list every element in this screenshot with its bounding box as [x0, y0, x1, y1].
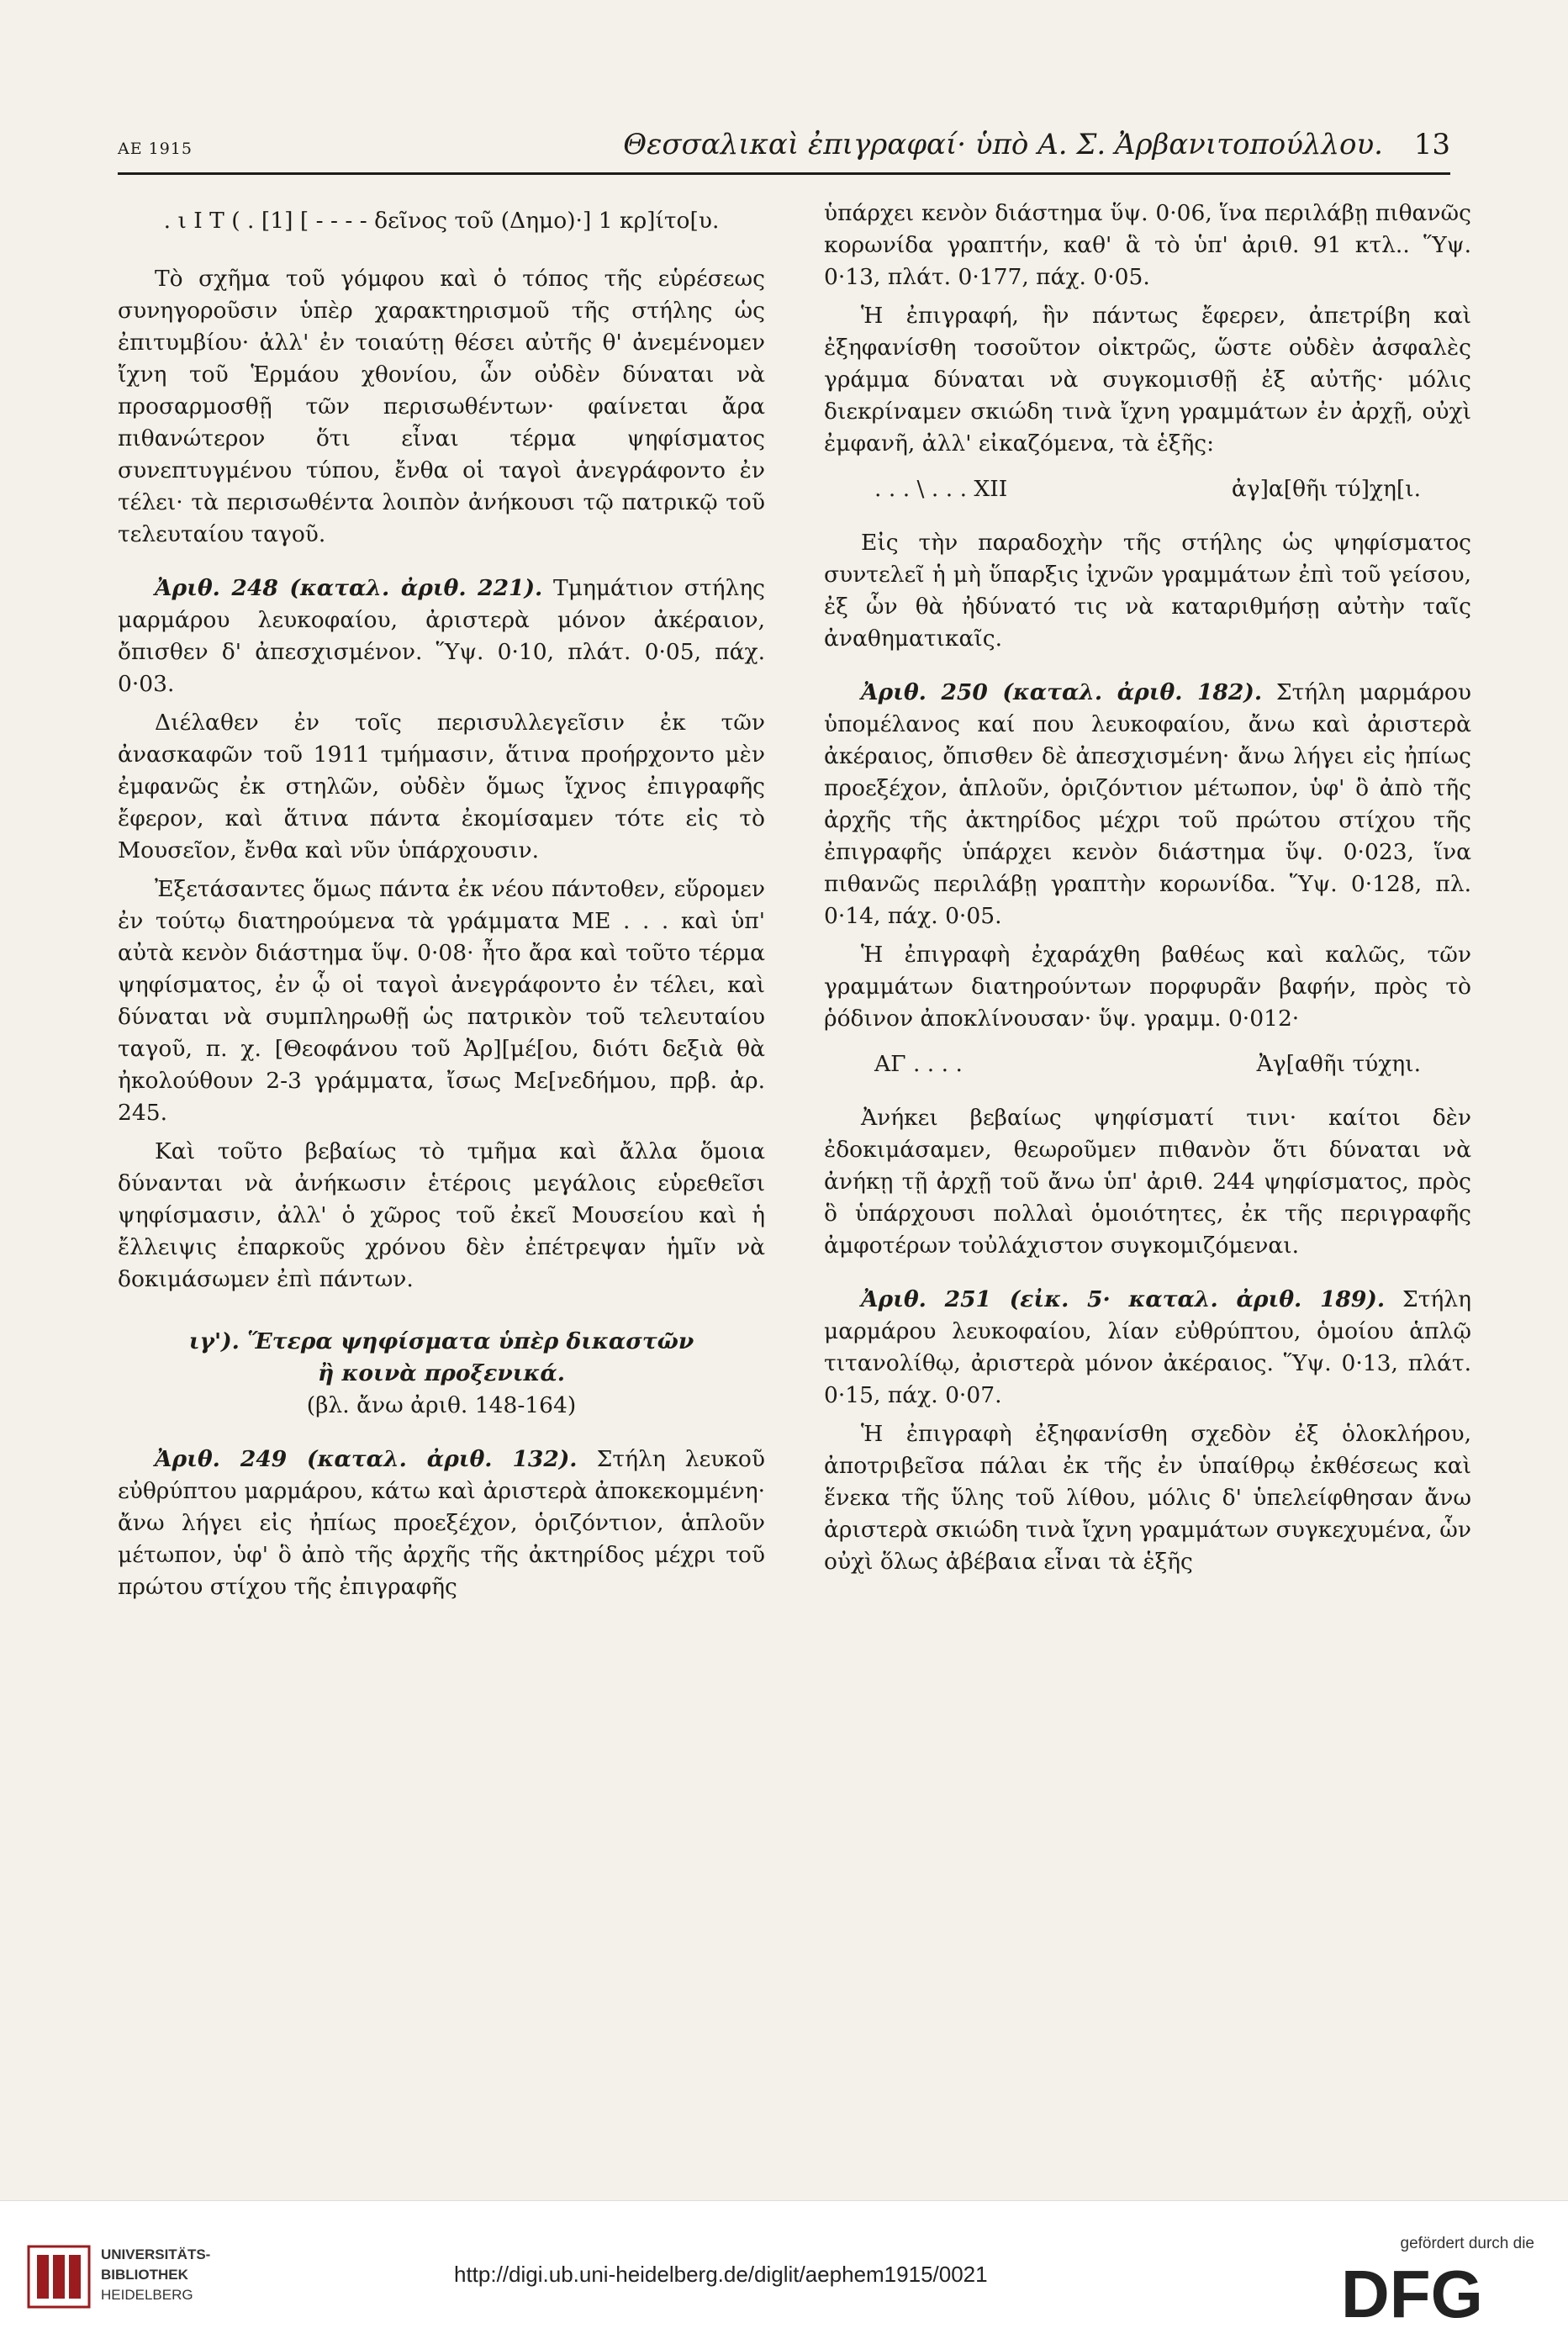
entry-248	[118, 573, 765, 700]
inscription-249	[824, 473, 1471, 505]
entry-heading: Ἀριθ. 248 (καταλ. ἀριθ. 221).	[155, 575, 543, 601]
university-library-logo-icon[interactable]	[25, 2243, 92, 2310]
library-name-line: BIBLIOTHEK	[101, 2267, 188, 2283]
inscription-restoration: Ἀγ[αθῆι τύχηι.	[1256, 1051, 1421, 1077]
paragraph: Ἡ ἐπιγραφὴ ἐχαράχθη βαθέως καὶ καλῶς, τῶν γραμμάτων διατηρούντων πορφυρᾶν βαφήν, πρὸς τὸ ῥόδινον ἀποκλίνουσαν· ὕψ. γραμμ. 0·012·	[824, 942, 1471, 1032]
dfg-logo-text: DFG	[1341, 2258, 1483, 2326]
entry-249	[118, 1444, 765, 1603]
right-column	[824, 198, 1471, 1585]
inscription-247	[118, 204, 765, 238]
header-rule	[118, 172, 1450, 175]
paragraph: ὑπάρχει κενὸν διάστημα ὕψ. 0·06, ἵνα περιλάβῃ πιθανῶς κορωνίδα γραπτήν, καθ' ἃ τὸ ὑπ' ἀριθ. 91 κτλ.. Ὕψ. 0·13, πλάτ. 0·177, πάχ. 0·05.	[824, 200, 1471, 290]
paragraph: Ἡ ἐπιγραφὴ ἐξηφανίσθη σχεδὸν ἐξ ὁλοκλήρου, ἀποτριβεῖσα πάλαι ἐκ τῆς ἐν ὑπαίθρῳ ἐκθέσεως καὶ ἕνεκα τῆς ὕλης τοῦ λίθου, μόλις δ' ὑπελείφθησαν ἄνω ἀριστερὰ σκιώδη τινὰ ἴχνη γραμμάτων συγκεχυμένα, ὧν οὐχὶ ὅλως ἀβέβαια εἶναι τὰ ἑξῆς	[824, 1421, 1471, 1575]
entry-heading: Ἀριθ. 250 (καταλ. ἀριθ. 182).	[861, 679, 1263, 705]
paragraph: Εἰς τὴν παραδοχὴν τῆς στήλης ὡς ψηφίσματος συντελεῖ ἡ μὴ ὕπαρξις ἰχνῶν γραμμάτων ἐπὶ τοῦ γείσου, ἐξ ὧν θὰ ἠδύνατό τις νὰ καταριθμήσῃ αὐτὴν ταῖς ἀναθηματικαῖς.	[824, 530, 1471, 652]
entry-description: Τμημάτιον στήλης μαρμάρου λευκοφαίου, ἀριστερὰ μόνον ἀκέραιον, ὄπισθεν δ' ἀπεσχισμένον. Ὕψ. 0·10, πλάτ. 0·05, πάχ. 0·03.	[118, 575, 765, 697]
inscription-restoration: ἀγ]α[θῆι τύ]χη[ι.	[1231, 476, 1421, 502]
page-number: 13	[1413, 128, 1450, 161]
paragraph: Καὶ τοῦτο βεβαίως τὸ τμῆμα καὶ ἄλλα ὅμοια δύνανται νὰ ἀνήκωσιν ἑτέροις μεγάλοις εὑρεθεῖσι ψηφίσμασιν, ἀλλ' ὁ χῶρος τοῦ ἐκεῖ Μουσείου καὶ ἡ ἔλλειψις ἐπαρκοῦς χρόνου δὲν ἐπέτρεψαν ἡμῖν νὰ δοκιμάσωμεν ἐπὶ πάντων.	[118, 1138, 765, 1292]
section-title: ιγ'). Ἕτερα ψηφίσματα ὑπὲρ δικαστῶν	[188, 1328, 694, 1354]
section-heading	[118, 1326, 765, 1422]
inscription-text: . . . \ . . . ΧΙΙ	[874, 476, 1008, 502]
entry-description: Στήλη μαρμάρου ὑπομέλανος καί που λευκοφαίου, ἄνω καὶ ἀριστερὰ ἀκέραιος, ὄπισθεν δὲ ἀπεσχισμένη· ἄνω λήγει εἰς ἠπίως προεξέχον, ἁπλοῦν, ὁριζόντιον μέτωπον, ὑφ' ὃ ἀπὸ τῆς ἀρχῆς τῆς ἀκτηρίδος μέχρι τοῦ πρώτου στίχου τῆς ἐπιγραφῆς ὑπάρχει κενὸν διάστημα ὕψ. 0·023, ἵνα πιθανῶς περιλάβῃ γραπτὴν κορωνίδα. Ὕψ. 0·128, πλ. 0·14, πάχ. 0·05.	[824, 679, 1471, 929]
library-name-line: UNIVERSITÄTS-	[101, 2246, 211, 2262]
journal-label: ΑΕ 1915	[118, 140, 193, 158]
library-name-line: HEIDELBERG	[101, 2287, 193, 2303]
viewer-footer	[0, 2200, 1568, 2344]
inscription-line: . ι Ι Τ ( .	[163, 208, 255, 234]
paragraph: Ἀνήκει βεβαίως ψηφίσματί τινι· καίτοι δὲν ἐδοκιμάσαμεν, θεωροῦμεν πιθανὸν ὅτι δύναται νὰ ἀνήκῃ τῇ ἀρχῇ τοῦ ἄνω ὑπ' ἀριθ. 244 ψηφίσματος, πρὸς ὃ ὑπάρχουσι πολλαὶ ὁμοιότητες, ἐκ τῆς περιγραφῆς ἀμφοτέρων τοὐλάχιστον συγκομιζόμεναι.	[824, 1105, 1471, 1259]
dfg-logo-icon[interactable]	[1341, 2258, 1534, 2326]
funding-note: gefördert durch die	[1400, 2235, 1534, 2252]
entry-description: Στήλη λευκοῦ εὐθρύπτου μαρμάρου, κάτω καὶ ἀριστερὰ ἀποκεκομμένη· ἄνω λήγει εἰς ἠπίως προεξέχον, ὁριζόντιον, ἁπλοῦν μέτωπον, ὑφ' ὃ ἀπὸ τῆς ἀρχῆς τῆς ἀκτηρίδος μέχρι τοῦ πρώτου στίχου τῆς ἐπιγραφῆς	[118, 1446, 765, 1600]
section-reference: (βλ. ἄνω ἀριθ. 148-164)	[306, 1392, 577, 1418]
library-name	[101, 2245, 210, 2305]
entry-description: Στήλη μαρμάρου λευκοφαίου, λίαν εὐθρύπτου, ὁμοίου ἁπλῷ τιτανολίθῳ, ἀριστερὰ μόνον ἀκέραιος. Ὕψ. 0·13, πλάτ. 0·15, πάχ. 0·07.	[824, 1286, 1471, 1408]
running-title: Θεσσαλικαὶ ἐπιγραφαί· ὑπὸ Α. Σ. Ἀρβανιτοπούλλου.	[623, 128, 1383, 161]
permalink-url[interactable]: http://digi.ub.uni-heidelberg.de/diglit/aephem1915/0021	[454, 2262, 988, 2287]
inscription-text: ΑΓ . . . .	[874, 1051, 963, 1077]
inscription-line: 1 κρ]ίτο[υ.	[598, 208, 720, 234]
inscription-250	[824, 1048, 1471, 1080]
paragraph: Τὸ σχῆμα τοῦ γόμφου καὶ ὁ τόπος τῆς εὑρέσεως συνηγοροῦσιν ὑπὲρ χαρακτηρισμοῦ τῆς στήλης ὡς ἐπιτυμβίου· ἀλλ' ἐν τοιαύτῃ θέσει αὐτῆς θ' ἀνεμένομεν ἴχνη τοῦ Ἑρμάου χθονίου, ὧν οὐδὲν δύναται νὰ προσαρμοσθῇ τῶν περισωθέντων· φαίνεται ἄρα πιθανώτερον ὅτι εἶναι τέρμα ψηφίσματος συνεπτυγμένου τύπου, ἔνθα οἱ ταγοὶ ἀνεγράφοντο ἐν τέλει· τὰ περισωθέντα λοιπὸν ἀνήκουσι τῷ πατρικῷ τοῦ τελευταίου ταγοῦ.	[118, 266, 765, 547]
section-title-cont: ἢ κοινὰ προξενικά.	[317, 1360, 566, 1386]
paragraph: Ἡ ἐπιγραφή, ἣν πάντως ἔφερεν, ἀπετρίβη καὶ ἐξηφανίσθη τοσοῦτον οἰκτρῶς, ὥστε οὐδὲν ἀσφαλὲς γράμμα δύναται νὰ συγκομισθῇ ἐξ αὐτῆς· μόλις διεκρίναμεν σκιώδη τινὰ ἴχνη γραμμάτων ἐν ἀρχῇ, οὐχὶ ἐμφανῆ, ἀλλ' εἰκαζόμενα, τὰ ἑξῆς:	[824, 303, 1471, 457]
paragraph: Διέλαθεν ἐν τοῖς περισυλλεγεῖσιν ἐκ τῶν ἀνασκαφῶν τοῦ 1911 τμήμασιν, ἅτινα προήρχοντο μὲν ἐμφανῶς ἐκ στηλῶν, οὐδὲν ὅμως ἴχνος ἐπιγραφῆς ἔφερον, καὶ ἅτινα πάντα ἐκομίσαμεν τότε εἰς τὸ Μουσεῖον, ἔνθα καὶ νῦν ὑπάρχουσιν.	[118, 710, 765, 863]
paragraph: Ἐξετάσαντες ὅμως πάντα ἐκ νέου πάντοθεν, εὕρομεν ἐν τούτῳ διατηρούμενα τὰ γράμματα ΜΕ . . . καὶ ὑπ' αὐτὰ κενὸν διάστημα ὕψ. 0·08· ἦτο ἄρα καὶ τοῦτο τέρμα ψηφίσματος, ἐν ᾧ οἱ ταγοὶ ἀνεγράφοντο ἐν τέλει, καὶ δύναται νὰ συμπληρωθῇ ὡς πατρικὸν τοῦ τελευταίου ταγοῦ, π. χ. [Θεοφάνου τοῦ Ἀρ][μέ[ου, διότι δεξιὰ θὰ ἠκολούθουν 2-3 γράμματα, ἴσως Με[νεδήμου, πρβ. ἀρ. 245.	[118, 876, 765, 1126]
entry-251	[824, 1284, 1471, 1412]
entry-heading: Ἀριθ. 249 (καταλ. ἀριθ. 132).	[155, 1446, 578, 1472]
left-column	[118, 198, 765, 1610]
inscription-line: [1] [ - - - - δεῖνος τοῦ (Δημο)·]	[261, 208, 592, 234]
entry-heading: Ἀριθ. 251 (εἰκ. 5· καταλ. ἀριθ. 189).	[861, 1286, 1386, 1312]
running-header	[118, 128, 1450, 170]
entry-250	[824, 677, 1471, 932]
